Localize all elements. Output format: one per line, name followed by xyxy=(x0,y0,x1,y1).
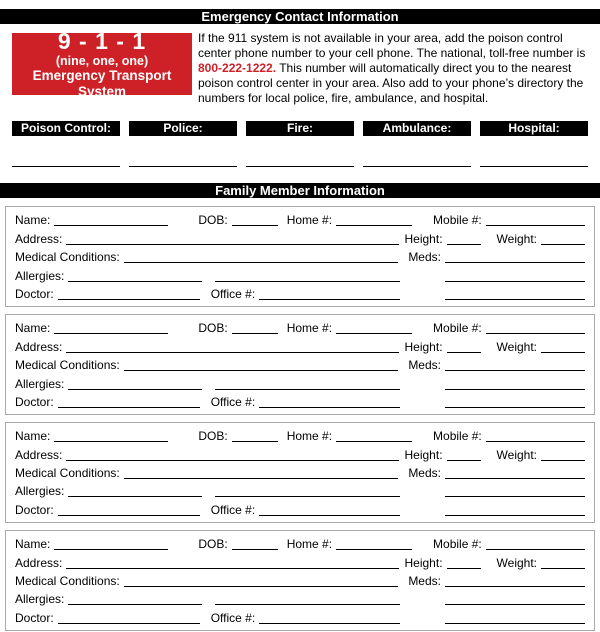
badge-911-caption: Emergency Transport System xyxy=(32,67,172,99)
member-row-name xyxy=(15,534,585,552)
emergency-form-page xyxy=(0,9,600,631)
meds-label: Meds: xyxy=(408,574,441,589)
address-label: Address: xyxy=(15,447,63,462)
allergies-extra-blank-line xyxy=(215,496,400,497)
member-row-allergies xyxy=(15,589,585,607)
hospital-blank-line xyxy=(480,166,588,167)
member-row-doctor xyxy=(15,392,585,410)
height-blank-line xyxy=(447,244,481,245)
member-row-medical xyxy=(15,355,585,373)
medical-conditions-blank-line xyxy=(124,586,399,587)
allergies-label: Allergies: xyxy=(15,376,65,391)
doctor-label: Doctor: xyxy=(15,394,54,409)
medical-conditions-blank-line xyxy=(124,262,399,263)
name-label: Name: xyxy=(15,429,51,444)
mobile-phone-label: Mobile #: xyxy=(433,321,482,336)
doctor-blank-line xyxy=(58,515,200,516)
meds-continuation-line-1 xyxy=(445,389,585,390)
member-row-doctor xyxy=(15,607,585,625)
mobile-phone-blank-line xyxy=(486,549,585,550)
name-label: Name: xyxy=(15,537,51,552)
mobile-phone-blank-line xyxy=(486,225,585,226)
doctor-blank-line xyxy=(58,407,200,408)
meds-blank-line xyxy=(445,262,585,263)
name-blank-line xyxy=(54,441,168,442)
height-label: Height: xyxy=(404,339,443,354)
doctor-label: Doctor: xyxy=(15,610,54,625)
address-label: Address: xyxy=(15,231,63,246)
doctor-label: Doctor: xyxy=(15,502,54,517)
contact-label-ambulance: Ambulance: xyxy=(363,121,471,136)
height-blank-line xyxy=(447,352,481,353)
contact-label-hospital: Hospital: xyxy=(480,121,588,136)
family-member-block xyxy=(5,314,595,415)
member-row-allergies xyxy=(15,265,585,283)
home-phone-blank-line xyxy=(336,333,412,334)
contact-label-police: Police: xyxy=(129,121,237,136)
member-row-name xyxy=(15,426,585,444)
badge-911-number: 9 - 1 - 1 xyxy=(57,27,147,54)
meds-label: Meds: xyxy=(408,250,441,265)
instructions-text-after: This number will automatically direct you to the nearest poison control center in your area. Also add to your phone’s directory the numbers for local police, fire, ambulance, and hospital. xyxy=(198,61,584,105)
meds-blank-line xyxy=(445,370,585,371)
allergies-blank-line xyxy=(68,281,202,282)
meds-blank-line xyxy=(445,586,585,587)
home-phone-blank-line xyxy=(336,225,412,226)
office-phone-label: Office #: xyxy=(210,286,256,301)
name-label: Name: xyxy=(15,213,51,228)
dob-blank-line xyxy=(232,225,278,226)
dob-label: DOB: xyxy=(198,429,228,444)
allergies-blank-line xyxy=(68,496,202,497)
member-row-doctor xyxy=(15,284,585,302)
office-phone-label: Office #: xyxy=(210,502,256,517)
name-label: Name: xyxy=(15,321,51,336)
meds-continuation-line-2 xyxy=(445,515,585,516)
member-row-address xyxy=(15,336,585,354)
poison-control-instructions xyxy=(198,31,590,106)
address-blank-line xyxy=(66,244,398,245)
height-label: Height: xyxy=(404,231,443,246)
weight-label: Weight: xyxy=(496,555,537,570)
family-member-block xyxy=(5,530,595,631)
family-member-list xyxy=(0,206,600,631)
family-member-header: Family Member Information xyxy=(0,183,600,198)
contact-label-fire: Fire: xyxy=(246,121,354,136)
member-row-address xyxy=(15,444,585,462)
office-phone-label: Office #: xyxy=(210,610,256,625)
address-blank-line xyxy=(66,460,398,461)
dob-blank-line xyxy=(232,549,278,550)
allergies-label: Allergies: xyxy=(15,484,65,499)
member-row-doctor xyxy=(15,499,585,517)
weight-label: Weight: xyxy=(496,447,537,462)
height-blank-line xyxy=(447,568,481,569)
meds-continuation-line-1 xyxy=(445,496,585,497)
member-row-medical xyxy=(15,463,585,481)
member-row-medical xyxy=(15,571,585,589)
meds-label: Meds: xyxy=(408,466,441,481)
allergies-label: Allergies: xyxy=(15,268,65,283)
medical-conditions-label: Medical Conditions: xyxy=(15,574,120,589)
home-phone-blank-line xyxy=(336,441,412,442)
intro-section xyxy=(0,24,600,106)
family-member-block xyxy=(5,206,595,307)
fire-blank-line xyxy=(246,166,354,167)
home-phone-label: Home #: xyxy=(286,537,333,552)
name-blank-line xyxy=(54,333,168,334)
dob-label: DOB: xyxy=(198,213,228,228)
member-row-medical xyxy=(15,247,585,265)
badge-911 xyxy=(12,27,192,99)
mobile-phone-label: Mobile #: xyxy=(433,213,482,228)
dob-label: DOB: xyxy=(198,321,228,336)
weight-blank-line xyxy=(541,460,585,461)
height-label: Height: xyxy=(404,555,443,570)
poison-control-blank-line xyxy=(12,166,120,167)
member-row-allergies xyxy=(15,481,585,499)
mobile-phone-label: Mobile #: xyxy=(433,429,482,444)
poison-control-phone-number: 800-222-1222. xyxy=(198,61,277,75)
address-blank-line xyxy=(66,568,398,569)
address-label: Address: xyxy=(15,339,63,354)
meds-blank-line xyxy=(445,478,585,479)
weight-blank-line xyxy=(541,568,585,569)
address-label: Address: xyxy=(15,555,63,570)
name-blank-line xyxy=(54,549,168,550)
allergies-extra-blank-line xyxy=(215,604,400,605)
weight-label: Weight: xyxy=(496,339,537,354)
address-blank-line xyxy=(66,352,398,353)
doctor-blank-line xyxy=(58,299,200,300)
meds-continuation-line-1 xyxy=(445,281,585,282)
member-row-allergies xyxy=(15,373,585,391)
height-label: Height: xyxy=(404,447,443,462)
mobile-phone-blank-line xyxy=(486,333,585,334)
meds-label: Meds: xyxy=(408,358,441,373)
member-row-address xyxy=(15,552,585,570)
ambulance-blank-line xyxy=(363,166,471,167)
home-phone-label: Home #: xyxy=(286,213,333,228)
medical-conditions-blank-line xyxy=(124,370,399,371)
office-phone-blank-line xyxy=(259,515,400,516)
meds-continuation-line-2 xyxy=(445,299,585,300)
contact-blanks-row xyxy=(12,166,588,167)
home-phone-blank-line xyxy=(336,549,412,550)
allergies-blank-line xyxy=(68,389,202,390)
meds-continuation-line-1 xyxy=(445,604,585,605)
allergies-extra-blank-line xyxy=(215,281,400,282)
doctor-label: Doctor: xyxy=(15,286,54,301)
weight-label: Weight: xyxy=(496,231,537,246)
home-phone-label: Home #: xyxy=(286,429,333,444)
allergies-label: Allergies: xyxy=(15,592,65,607)
medical-conditions-label: Medical Conditions: xyxy=(15,466,120,481)
contact-label-poison-control: Poison Control: xyxy=(12,121,120,136)
emergency-contact-header: Emergency Contact Information xyxy=(0,9,600,24)
member-row-address xyxy=(15,228,585,246)
weight-blank-line xyxy=(541,244,585,245)
police-blank-line xyxy=(129,166,237,167)
mobile-phone-blank-line xyxy=(486,441,585,442)
dob-blank-line xyxy=(232,441,278,442)
medical-conditions-label: Medical Conditions: xyxy=(15,358,120,373)
instructions-text-before: If the 911 system is not available in your area, add the poison control center phone number to your cell phone. The national, toll-free number is xyxy=(198,31,586,60)
office-phone-label: Office #: xyxy=(210,394,256,409)
member-row-name xyxy=(15,210,585,228)
dob-blank-line xyxy=(232,333,278,334)
meds-continuation-line-2 xyxy=(445,407,585,408)
office-phone-blank-line xyxy=(259,299,400,300)
family-member-block xyxy=(5,422,595,523)
medical-conditions-label: Medical Conditions: xyxy=(15,250,120,265)
weight-blank-line xyxy=(541,352,585,353)
office-phone-blank-line xyxy=(259,407,400,408)
allergies-blank-line xyxy=(68,604,202,605)
home-phone-label: Home #: xyxy=(286,321,333,336)
contact-labels-row xyxy=(12,121,588,136)
allergies-extra-blank-line xyxy=(215,389,400,390)
dob-label: DOB: xyxy=(198,537,228,552)
medical-conditions-blank-line xyxy=(124,478,399,479)
mobile-phone-label: Mobile #: xyxy=(433,537,482,552)
name-blank-line xyxy=(54,225,168,226)
badge-911-phonetic: (nine, one, one) xyxy=(55,53,149,68)
member-row-name xyxy=(15,318,585,336)
height-blank-line xyxy=(447,460,481,461)
